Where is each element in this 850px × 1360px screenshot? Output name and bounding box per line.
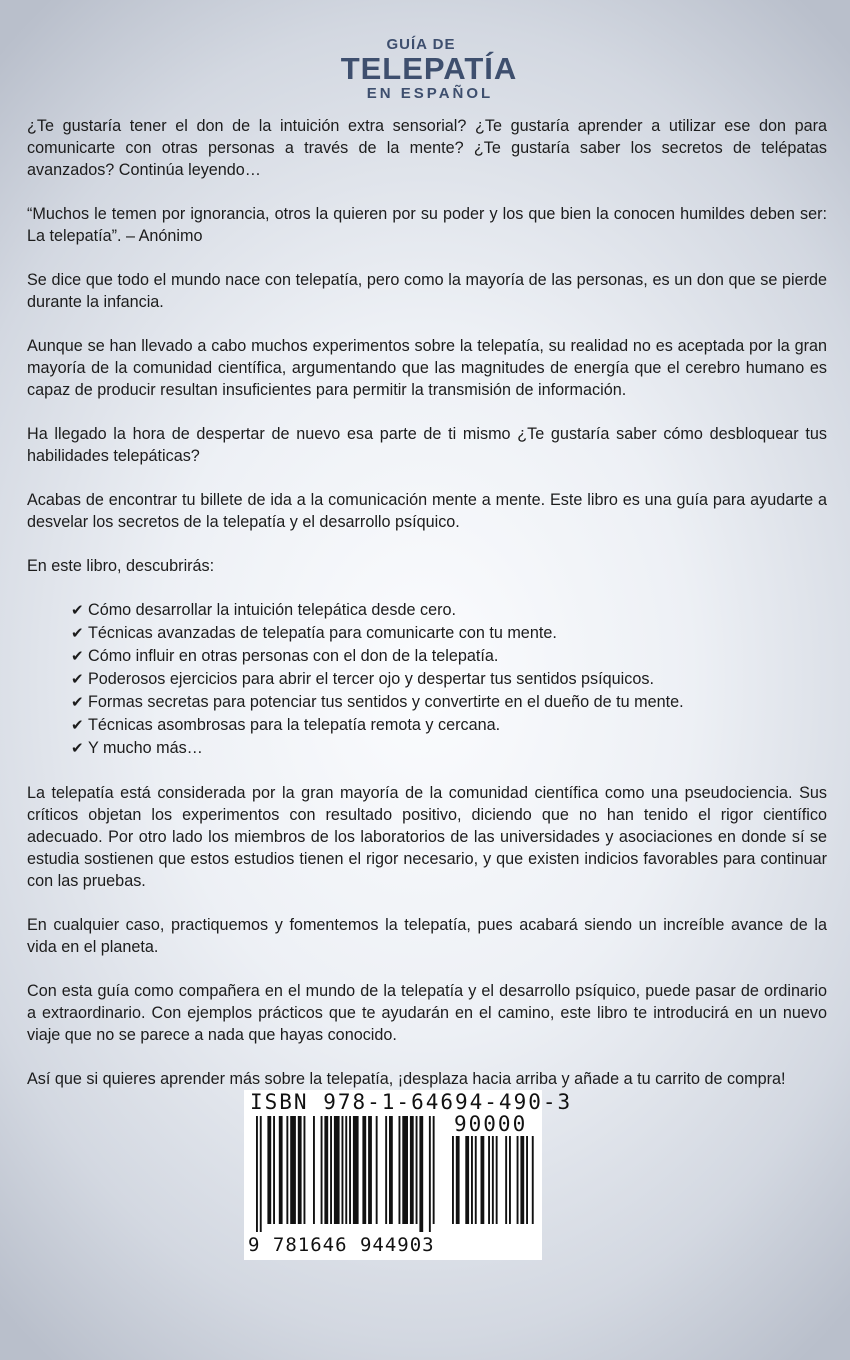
- barcode-bar: [330, 1116, 332, 1224]
- list-item: ✔ Cómo influir en otras personas con el don de la telepatía.: [71, 645, 827, 668]
- back-cover-text: [27, 115, 827, 1112]
- isbn-barcode: [244, 1090, 573, 1260]
- barcode-bar: [376, 1116, 378, 1224]
- barcode-bar: [334, 1116, 340, 1224]
- barcode-bar: [273, 1116, 275, 1224]
- barcode-bar: [389, 1116, 393, 1224]
- barcode-bar: [475, 1136, 477, 1224]
- barcode-bar: [433, 1116, 435, 1224]
- barcode-bar: [410, 1116, 414, 1224]
- barcode-bar: [532, 1136, 534, 1224]
- logo-line-3: EN ESPAÑOL: [366, 85, 494, 102]
- paragraph-birth: Se dice que todo el mundo nace con telepatía, pero como la mayoría de las personas, es un don que se pierde durante la infancia.: [27, 271, 827, 311]
- paragraph-intro: ¿Te gustaría tener el don de la intuición extra sensorial? ¿Te gustaría aprender a utilizar ese don para comunicarte con otras personas a través de la mente? ¿Te gustaría saber los secretos de telépatas avanzados? Continúa leyendo…: [27, 117, 827, 179]
- checkmark-icon: ✔: [71, 602, 84, 619]
- barcode-bar: [290, 1116, 296, 1224]
- barcode-bar: [509, 1136, 511, 1224]
- checkmark-icon: ✔: [71, 740, 84, 757]
- series-logo: [0, 36, 850, 102]
- barcode-bar: [492, 1136, 494, 1224]
- barcode-bar: [402, 1116, 408, 1224]
- logo-line-1: GUÍA DE: [386, 36, 456, 53]
- barcode-bar: [456, 1136, 460, 1224]
- list-item: ✔ Y mucho más…: [71, 737, 827, 760]
- barcode-bar: [298, 1116, 302, 1224]
- barcode-bar: [256, 1116, 258, 1232]
- paragraph-ticket: Acabas de encontrar tu billete de ida a la comunicación mente a mente. Este libro es una guía para ayudarte a desvelar los secretos de la telepatía y el desarrollo psíquico.: [27, 491, 827, 531]
- barcode-bar: [321, 1116, 323, 1224]
- paragraph-experiments: Aunque se han llevado a cabo muchos experimentos sobre la telepatía, su realidad no es aceptada por la gran mayoría de la comunidad científica, argumentando que las magnitudes de energía que el cerebro humano es capaz de producir resultan insuficientes para permitir la transmisión de información.: [27, 337, 827, 399]
- paragraph-practice: En cualquier caso, practiquemos y fomentemos la telepatía, pues acabará siendo un increíble avance de la vida en el planeta.: [27, 916, 827, 956]
- barcode-bar: [471, 1136, 473, 1224]
- checkmark-icon: ✔: [71, 648, 84, 665]
- checkmark-icon: ✔: [71, 717, 84, 734]
- paragraph-companion: Con esta guía como compañera en el mundo de la telepatía y el desarrollo psíquico, puede pasar de ordinario a extraordinario. Con ejemplos prácticos que te ayudarán en el camino, este libro te introducirá en un nuevo viaje que no se parece a nada que hayas conocido.: [27, 982, 827, 1044]
- barcode-bar: [260, 1116, 262, 1232]
- barcode-bar: [342, 1116, 344, 1224]
- ean-bars: [256, 1116, 436, 1234]
- barcode-bar: [488, 1136, 490, 1224]
- list-item: ✔ Formas secretas para potenciar tus sentidos y convertirte en el dueño de tu mente.: [71, 691, 827, 714]
- list-item: ✔ Técnicas avanzadas de telepatía para comunicarte con tu mente.: [71, 622, 827, 645]
- addon-bars: [452, 1136, 534, 1226]
- barcode-bar: [496, 1136, 498, 1224]
- barcode-bar: [419, 1116, 423, 1232]
- barcode-bar: [324, 1116, 328, 1224]
- barcode-bar: [286, 1116, 288, 1224]
- feature-checklist: [27, 599, 827, 760]
- list-item: ✔ Cómo desarrollar la intuición telepática desde cero.: [71, 599, 827, 622]
- paragraph-awaken: Ha llegado la hora de despertar de nuevo esa parte de ti mismo ¿Te gustaría saber cómo desbloquear tus habilidades telepáticas?: [27, 425, 827, 465]
- list-item: ✔ Técnicas asombrosas para la telepatía remota y cercana.: [71, 714, 827, 737]
- checkmark-icon: ✔: [71, 671, 84, 688]
- paragraph-discover: En este libro, descubrirás:: [27, 557, 215, 575]
- barcode-bar: [517, 1136, 519, 1224]
- barcode-bar: [526, 1136, 528, 1224]
- checkmark-icon: ✔: [71, 625, 84, 642]
- barcode-bar: [416, 1116, 418, 1224]
- checkmark-icon: ✔: [71, 694, 84, 711]
- paragraph-pseudoscience: La telepatía está considerada por la gran mayoría de la comunidad científica como una pseudociencia. Sus críticos objetan los experimentos con resultado positivo, diciendo que no han tenido el rigor científico adecuado. Por otro lado los miembros de los laboratorios de las universidades y asociaciones en donde sí se estudia sostienen que estos estudios tienen el rigor necesario, y que existen indicios favorables para continuar con las pruebas.: [27, 784, 827, 890]
- isbn-label: ISBN 978-1-64694-490-3: [250, 1090, 573, 1114]
- barcode-bar: [505, 1136, 507, 1224]
- barcode-bar: [385, 1116, 387, 1224]
- barcode-bar: [353, 1116, 359, 1224]
- paragraph-quote: “Muchos le temen por ignorancia, otros la quieren por su poder y los que bien la conocen humildes deben ser: La telepatía”. – Anónimo: [27, 205, 827, 245]
- barcode-bar: [304, 1116, 306, 1224]
- barcode-bar: [465, 1136, 469, 1224]
- ean-digits: 9 781646 944903: [248, 1234, 435, 1256]
- barcode-bar: [279, 1116, 283, 1224]
- barcode-bar: [345, 1116, 347, 1224]
- barcode-bar: [452, 1136, 454, 1224]
- barcode-bar: [313, 1116, 315, 1224]
- logo-line-2: TELEPATÍA: [340, 51, 518, 86]
- barcode-bar: [520, 1136, 524, 1224]
- list-item: ✔ Poderosos ejercicios para abrir el tercer ojo y despertar tus sentidos psíquicos.: [71, 668, 827, 691]
- paragraph-call-to-action: Así que si quieres aprender más sobre la telepatía, ¡desplaza hacia arriba y añade a tu carrito de compra!: [27, 1070, 786, 1088]
- price-code: 90000: [454, 1112, 528, 1136]
- barcode-bar: [399, 1116, 401, 1224]
- barcode-bar: [368, 1116, 372, 1224]
- barcode-bar: [349, 1116, 351, 1224]
- barcode-bar: [429, 1116, 431, 1232]
- barcode-bar: [362, 1116, 366, 1224]
- barcode-bar: [267, 1116, 271, 1224]
- barcode-bar: [481, 1136, 485, 1224]
